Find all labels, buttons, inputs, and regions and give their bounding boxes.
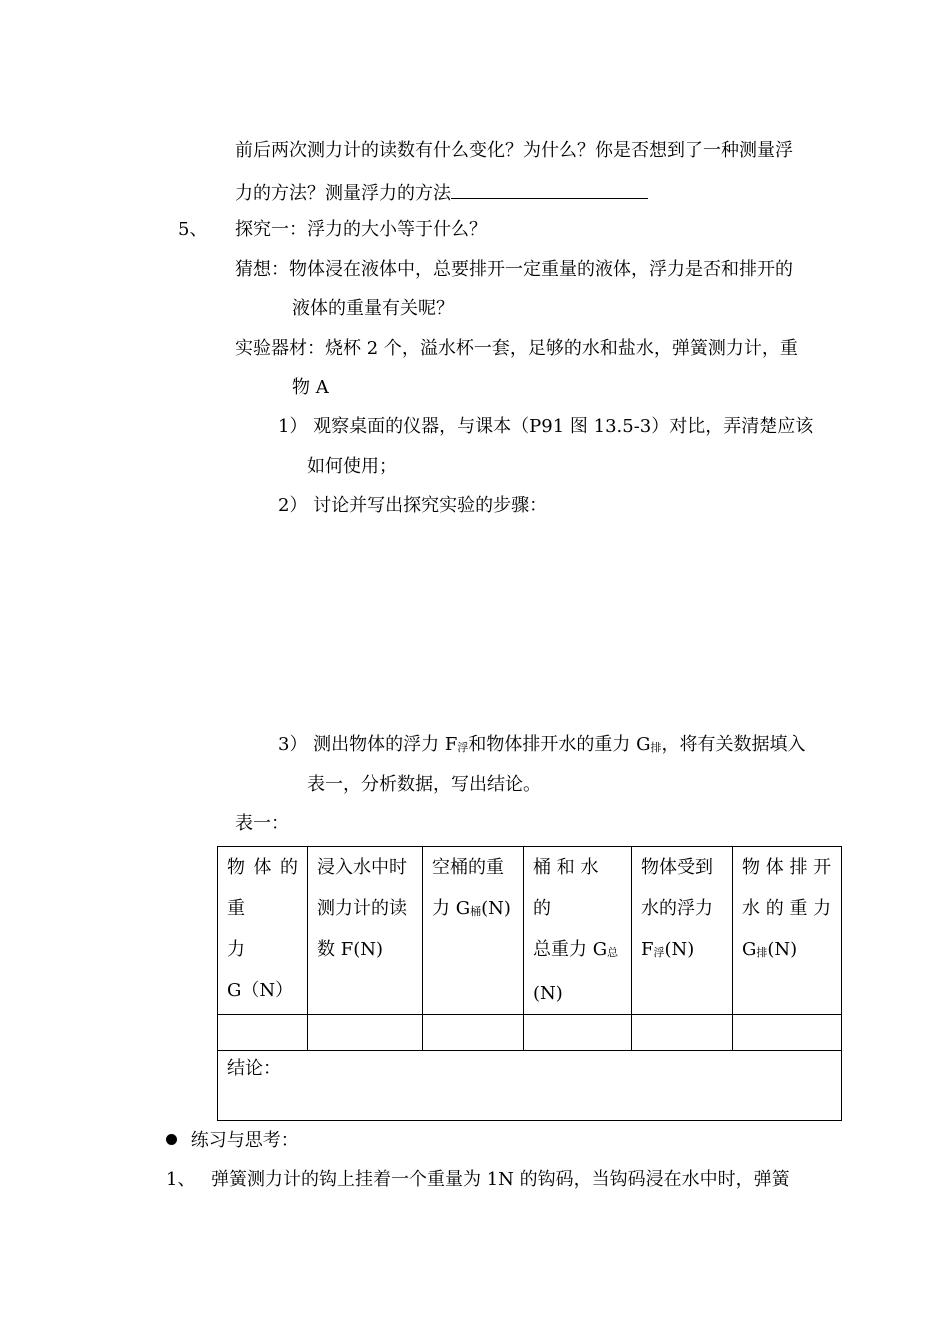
subscript: 排 xyxy=(650,741,662,754)
question-number: 1、 xyxy=(166,1169,196,1190)
data-table xyxy=(217,846,842,1121)
practice-heading: 练习与思考： xyxy=(166,1130,299,1152)
table-header-row xyxy=(218,847,842,1015)
conclusion-label: 结论： xyxy=(227,1058,281,1079)
step-3-text: 3） 测出物体的浮力 F xyxy=(278,734,458,755)
item-number: 5、 xyxy=(178,219,208,240)
conclusion-cell[interactable] xyxy=(218,1051,842,1121)
table-cell-input[interactable] xyxy=(308,1015,423,1051)
step-3-text: ，将有关数据填入 xyxy=(661,734,806,755)
question-text: 弹簧测力计的钩上挂着一个重量为 1N 的钩码，当钩码浸在水中时，弹簧 xyxy=(211,1169,790,1190)
item-title: 探究一：浮力的大小等于什么？ xyxy=(235,219,487,240)
step-3 xyxy=(278,734,806,759)
guess-line: 液体的重量有关呢？ xyxy=(292,298,454,319)
step-1-continued: 如何使用； xyxy=(307,456,397,477)
conclusion-row xyxy=(218,1051,842,1121)
step-3-text: 和物体排开水的重力 G xyxy=(468,734,651,755)
table-cell-input[interactable] xyxy=(218,1015,308,1051)
header-cell-bucket-water: 桶 和 水 的 总重力 $G_总$ (N) xyxy=(524,847,632,1015)
header-cell-buoyancy: 物体受到 水的浮力 $F_浮(N)$ xyxy=(632,847,733,1015)
table-cell-input[interactable] xyxy=(632,1015,733,1051)
bullet-icon xyxy=(166,1134,177,1145)
guess-line: 猜想：物体浸在液体中，总要排开一定重量的液体，浮力是否和排开的 xyxy=(235,259,793,280)
table-row xyxy=(218,1015,842,1051)
step-2: 2） 讨论并写出探究实验的步骤： xyxy=(278,495,548,516)
header-cell-reading: 浸入水中时 测力计的读 数 F(N) xyxy=(308,847,423,1015)
paragraph-text: 力的方法？测量浮力的方法 xyxy=(235,183,451,204)
step-3-continued: 表一，分析数据，写出结论。 xyxy=(307,774,541,795)
subscript: 浮 xyxy=(457,741,469,754)
answer-blank[interactable] xyxy=(451,180,648,199)
step-1: 1） 观察桌面的仪器，与课本（P91 图 13.5-3）对比，弄清楚应该 xyxy=(278,416,814,437)
header-cell-empty-bucket: 空桶的重 力 $G_桶(N)$ xyxy=(423,847,524,1015)
table-cell-input[interactable] xyxy=(733,1015,842,1051)
table-cell-input[interactable] xyxy=(524,1015,632,1051)
equipment-line: 实验器材：烧杯 2 个，溢水杯一套，足够的水和盐水，弹簧测力计，重 xyxy=(235,338,798,359)
paragraph-line: 前后两次测力计的读数有什么变化？为什么？你是否想到了一种测量浮 xyxy=(235,140,793,161)
equipment-line: 物 A xyxy=(292,377,329,398)
header-cell-weight: 物 体 的 重 力 G（N） xyxy=(218,847,308,1015)
paragraph-line xyxy=(235,180,648,205)
header-cell-displaced: 物 体 排 开 水 的 重 力 $G_排(N)$ xyxy=(733,847,842,1015)
table-cell-input[interactable] xyxy=(423,1015,524,1051)
table-caption: 表一： xyxy=(235,813,289,834)
